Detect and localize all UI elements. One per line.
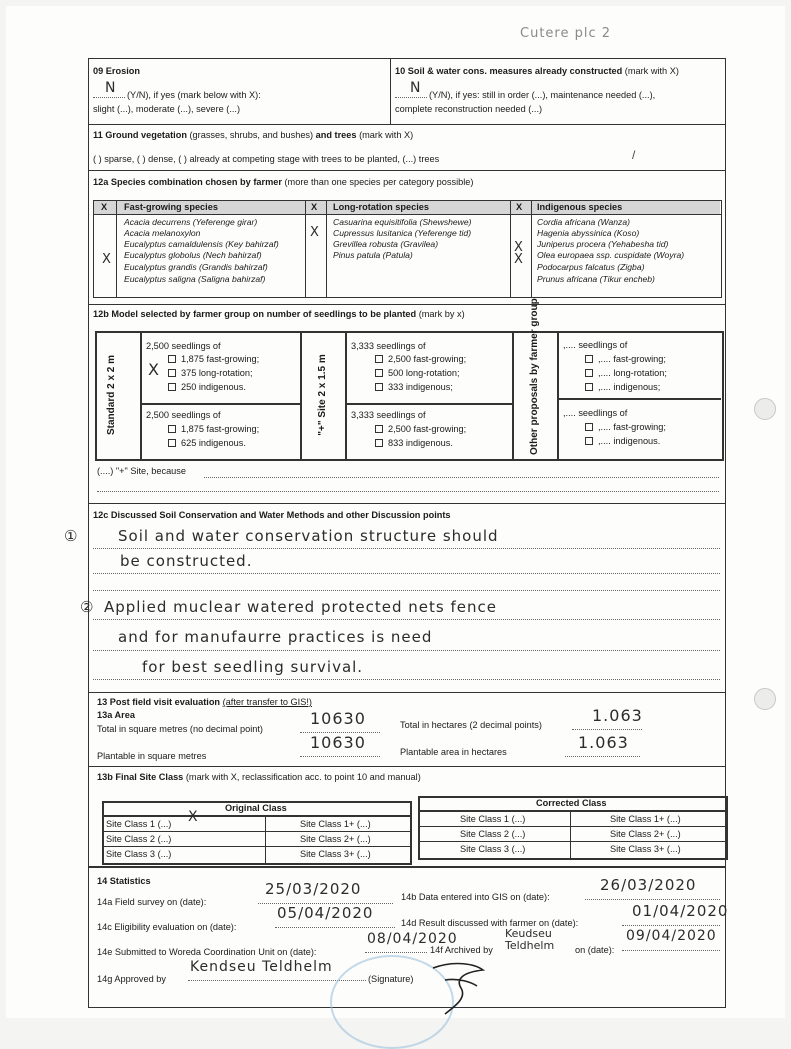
s10-title: 10 Soil & water cons. measures already constructed (mark with X) [395, 66, 679, 76]
plus1-opt[interactable]: 500 long-rotation; [375, 368, 460, 379]
field-survey-label: 14a Field survey on (date): [97, 897, 207, 907]
discussion-line[interactable]: for best seedling survival. [142, 658, 364, 676]
plus2-opt[interactable]: 2,500 fast-growing; [375, 424, 466, 435]
std1-opt[interactable]: 375 long-rotation; [168, 368, 253, 379]
x-header: X [311, 202, 318, 212]
tick-mark: / [632, 148, 636, 162]
x-header: X [101, 202, 108, 212]
s12a-title: 12a Species combination chosen by farmer (more than one species per category possible) [93, 177, 474, 187]
s10-line1: (Y/N), if yes: still in order (...), maintenance needed (...), [429, 90, 656, 100]
oth2-opt[interactable]: ,.... fast-growing; [585, 422, 666, 433]
species-fast[interactable]: Eucalyptus saligna (Saligna bahirzaf) [124, 274, 266, 284]
long-header: Long-rotation species [333, 202, 429, 212]
signature-scribble [425, 958, 495, 1018]
s11-options[interactable]: ( ) sparse, ( ) dense, ( ) already at competing stage with trees to be planted, (...) trees [93, 154, 440, 164]
plus-site-label: "+" Site 2 x 1.5 m [317, 354, 328, 436]
discussed-date[interactable]: 01/04/2020 [632, 902, 729, 920]
eligibility-date[interactable]: 05/04/2020 [277, 904, 374, 922]
discussion-line[interactable]: and for manufaurre practices is need [118, 628, 433, 646]
s12b-title: 12b Model selected by farmer group on number of seedlings to be planted (mark by x) [93, 309, 465, 319]
species-fast[interactable]: Eucalyptus grandis (Grandis bahirzaf) [124, 262, 268, 272]
other-label: Other proposals by farmer group [529, 298, 540, 455]
mark-x: X [102, 252, 112, 267]
punch-hole [754, 688, 776, 710]
species-long[interactable]: Casuarina equisitifolia (Shewshewe) [333, 217, 472, 227]
x-header: X [516, 202, 523, 212]
mark-x: X [148, 360, 160, 379]
archived-date[interactable]: 09/04/2020 [626, 928, 717, 944]
total-sqm-label: Total in square metres (no decimal point) [97, 724, 263, 734]
s10-line2: complete reconstruction needed (...) [395, 104, 543, 114]
plus1-head: 3,333 seedlings of [351, 341, 426, 351]
site-class-option[interactable]: Site Class 3+ (...) [610, 844, 681, 854]
mark-x: X [310, 225, 320, 240]
discussion-line[interactable]: be constructed. [120, 552, 253, 570]
bleedthrough-text: Cutere plc 2 [520, 26, 612, 41]
std2-opt[interactable]: 1,875 fast-growing; [168, 424, 259, 435]
indig-header: Indigenous species [537, 202, 623, 212]
site-class-option[interactable]: Site Class 2+ (...) [610, 829, 681, 839]
discussion-line[interactable]: Soil and water conservation structure should [118, 527, 499, 545]
total-ha-value[interactable]: 1.063 [592, 706, 643, 725]
std1-head: 2,500 seedlings of [146, 341, 221, 351]
site-class-option[interactable]: Site Class 3+ (...) [300, 849, 371, 859]
std1-opt[interactable]: 1,875 fast-growing; [168, 354, 259, 365]
oth2-opt[interactable]: ,.... indigenous. [585, 436, 660, 447]
plant-ha-label: Plantable area in hectares [400, 747, 507, 757]
species-indig[interactable]: Olea europaea ssp. cuspidate (Woyra) [537, 250, 685, 260]
s09-title: 09 Erosion [93, 66, 140, 76]
species-fast[interactable]: Acacia decurrens (Yeferenge girar) [124, 217, 258, 227]
s12c-title: 12c Discussed Soil Conservation and Water Methods and other Discussion points [93, 510, 451, 520]
gis-entry-date[interactable]: 26/03/2020 [600, 876, 697, 894]
site-class-option[interactable]: Site Class 3 (...) [106, 849, 172, 859]
site-class-option[interactable]: Site Class 1 (...) [106, 819, 172, 829]
species-indig[interactable]: Prunus africana (Tikur encheb) [537, 274, 655, 284]
oth2-head: ,.... seedlings of [563, 408, 628, 418]
site-class-option[interactable]: Site Class 2+ (...) [300, 834, 371, 844]
s09-line1: (Y/N), if yes (mark below with X): [127, 90, 261, 100]
submitted-label: 14e Submitted to Woreda Coordination Unit on (date): [97, 947, 317, 957]
oth1-head: ,.... seedlings of [563, 340, 628, 350]
s13-title: 13 Post field visit evaluation (after transfer to GIS!) [97, 697, 312, 707]
species-long[interactable]: Cupressus lusitanica (Yeferenge tid) [333, 228, 472, 238]
species-indig[interactable]: Juniperus procera (Yehabesha tid) [537, 239, 669, 249]
site-class-option[interactable]: Site Class 1 (...) [460, 814, 526, 824]
signature-label: (Signature) [368, 974, 414, 984]
punch-hole [754, 398, 776, 420]
circled-one: ① [64, 527, 79, 545]
s09-answer[interactable]: N [105, 80, 117, 96]
std1-opt[interactable]: 250 indigenous. [168, 382, 246, 393]
total-sqm-value[interactable]: 10630 [310, 709, 366, 728]
plus1-opt[interactable]: 333 indigenous; [375, 382, 453, 393]
s10-answer[interactable]: N [410, 80, 422, 96]
s13b-title: 13b Final Site Class (mark with X, reclassification acc. to point 10 and manual) [97, 772, 421, 782]
site-class-option[interactable]: Site Class 3 (...) [460, 844, 526, 854]
s14-title: 14 Statistics [97, 876, 151, 886]
field-survey-date[interactable]: 25/03/2020 [265, 880, 362, 898]
archived-by-name[interactable]: Keudseu Teldhelm [505, 927, 555, 952]
standard-label: Standard 2 x 2 m [106, 354, 117, 436]
site-class-option[interactable]: Site Class 1+ (...) [610, 814, 681, 824]
approved-label: 14g Approved by [97, 974, 166, 984]
mark-x: X [188, 809, 199, 825]
oth1-opt[interactable]: ,.... fast-growing; [585, 354, 666, 365]
species-indig[interactable]: Podocarpus falcatus (Zigba) [537, 262, 645, 272]
std2-opt[interactable]: 625 indigenous. [168, 438, 246, 449]
corrected-class-header: Corrected Class [536, 798, 607, 808]
discussion-line[interactable]: Applied muclear watered protected nets fence [104, 598, 497, 616]
approved-by-name[interactable]: Kendseu Teldhelm [190, 959, 333, 975]
plant-sqm-label: Plantable in square metres [97, 751, 207, 761]
s09-line2: slight (...), moderate (...), severe (...) [93, 104, 241, 114]
plant-ha-value[interactable]: 1.063 [578, 733, 629, 752]
plus1-opt[interactable]: 2,500 fast-growing; [375, 354, 466, 365]
plus2-head: 3,333 seedlings of [351, 410, 426, 420]
circled-two: ② [80, 598, 95, 616]
archived-on-label: on (date): [575, 945, 615, 955]
oth1-opt[interactable]: ,.... indigenous; [585, 382, 660, 393]
plant-sqm-value[interactable]: 10630 [310, 733, 366, 752]
plus2-opt[interactable]: 833 indigenous. [375, 438, 453, 449]
submitted-date[interactable]: 08/04/2020 [367, 931, 458, 947]
total-ha-label: Total in hectares (2 decimal points) [400, 720, 542, 730]
species-indig[interactable]: Hagenia abyssinica (Koso) [537, 228, 640, 238]
site-class-option[interactable]: Site Class 2 (...) [106, 834, 172, 844]
fast-header: Fast-growing species [124, 202, 218, 212]
archived-label: 14f Archived by [430, 945, 493, 955]
eligibility-label: 14c Eligibility evaluation on (date): [97, 922, 237, 932]
species-long[interactable]: Pinus patula (Patula) [333, 250, 413, 260]
original-class-header: Original Class [225, 803, 287, 813]
discussed-label: 14d Result discussed with farmer on (date): [401, 918, 579, 928]
species-fast[interactable]: Acacia melanoxylon [124, 228, 201, 238]
oth1-opt[interactable]: ,.... long-rotation; [585, 368, 667, 379]
s13a-title: 13a Area [97, 710, 135, 720]
species-fast[interactable]: Eucalyptus globolus (Nech bahirzaf) [124, 250, 262, 260]
species-fast[interactable]: Eucalyptus camaldulensis (Key bahirzaf) [124, 239, 279, 249]
species-indig[interactable]: Cordia africana (Wanza) [537, 217, 630, 227]
s11-title: 11 Ground vegetation (grasses, shrubs, and bushes) and trees (mark with X) [93, 130, 414, 140]
mark-x: X [514, 252, 524, 267]
site-class-option[interactable]: Site Class 1+ (...) [300, 819, 371, 829]
mark-x: X [514, 240, 524, 255]
site-class-option[interactable]: Site Class 2 (...) [460, 829, 526, 839]
species-long[interactable]: Grevillea robusta (Gravilea) [333, 239, 439, 249]
plus-site-because: (....) "+" Site, because [97, 466, 186, 476]
std2-head: 2,500 seedlings of [146, 410, 221, 420]
gis-entry-label: 14b Data entered into GIS on (date): [401, 892, 550, 902]
